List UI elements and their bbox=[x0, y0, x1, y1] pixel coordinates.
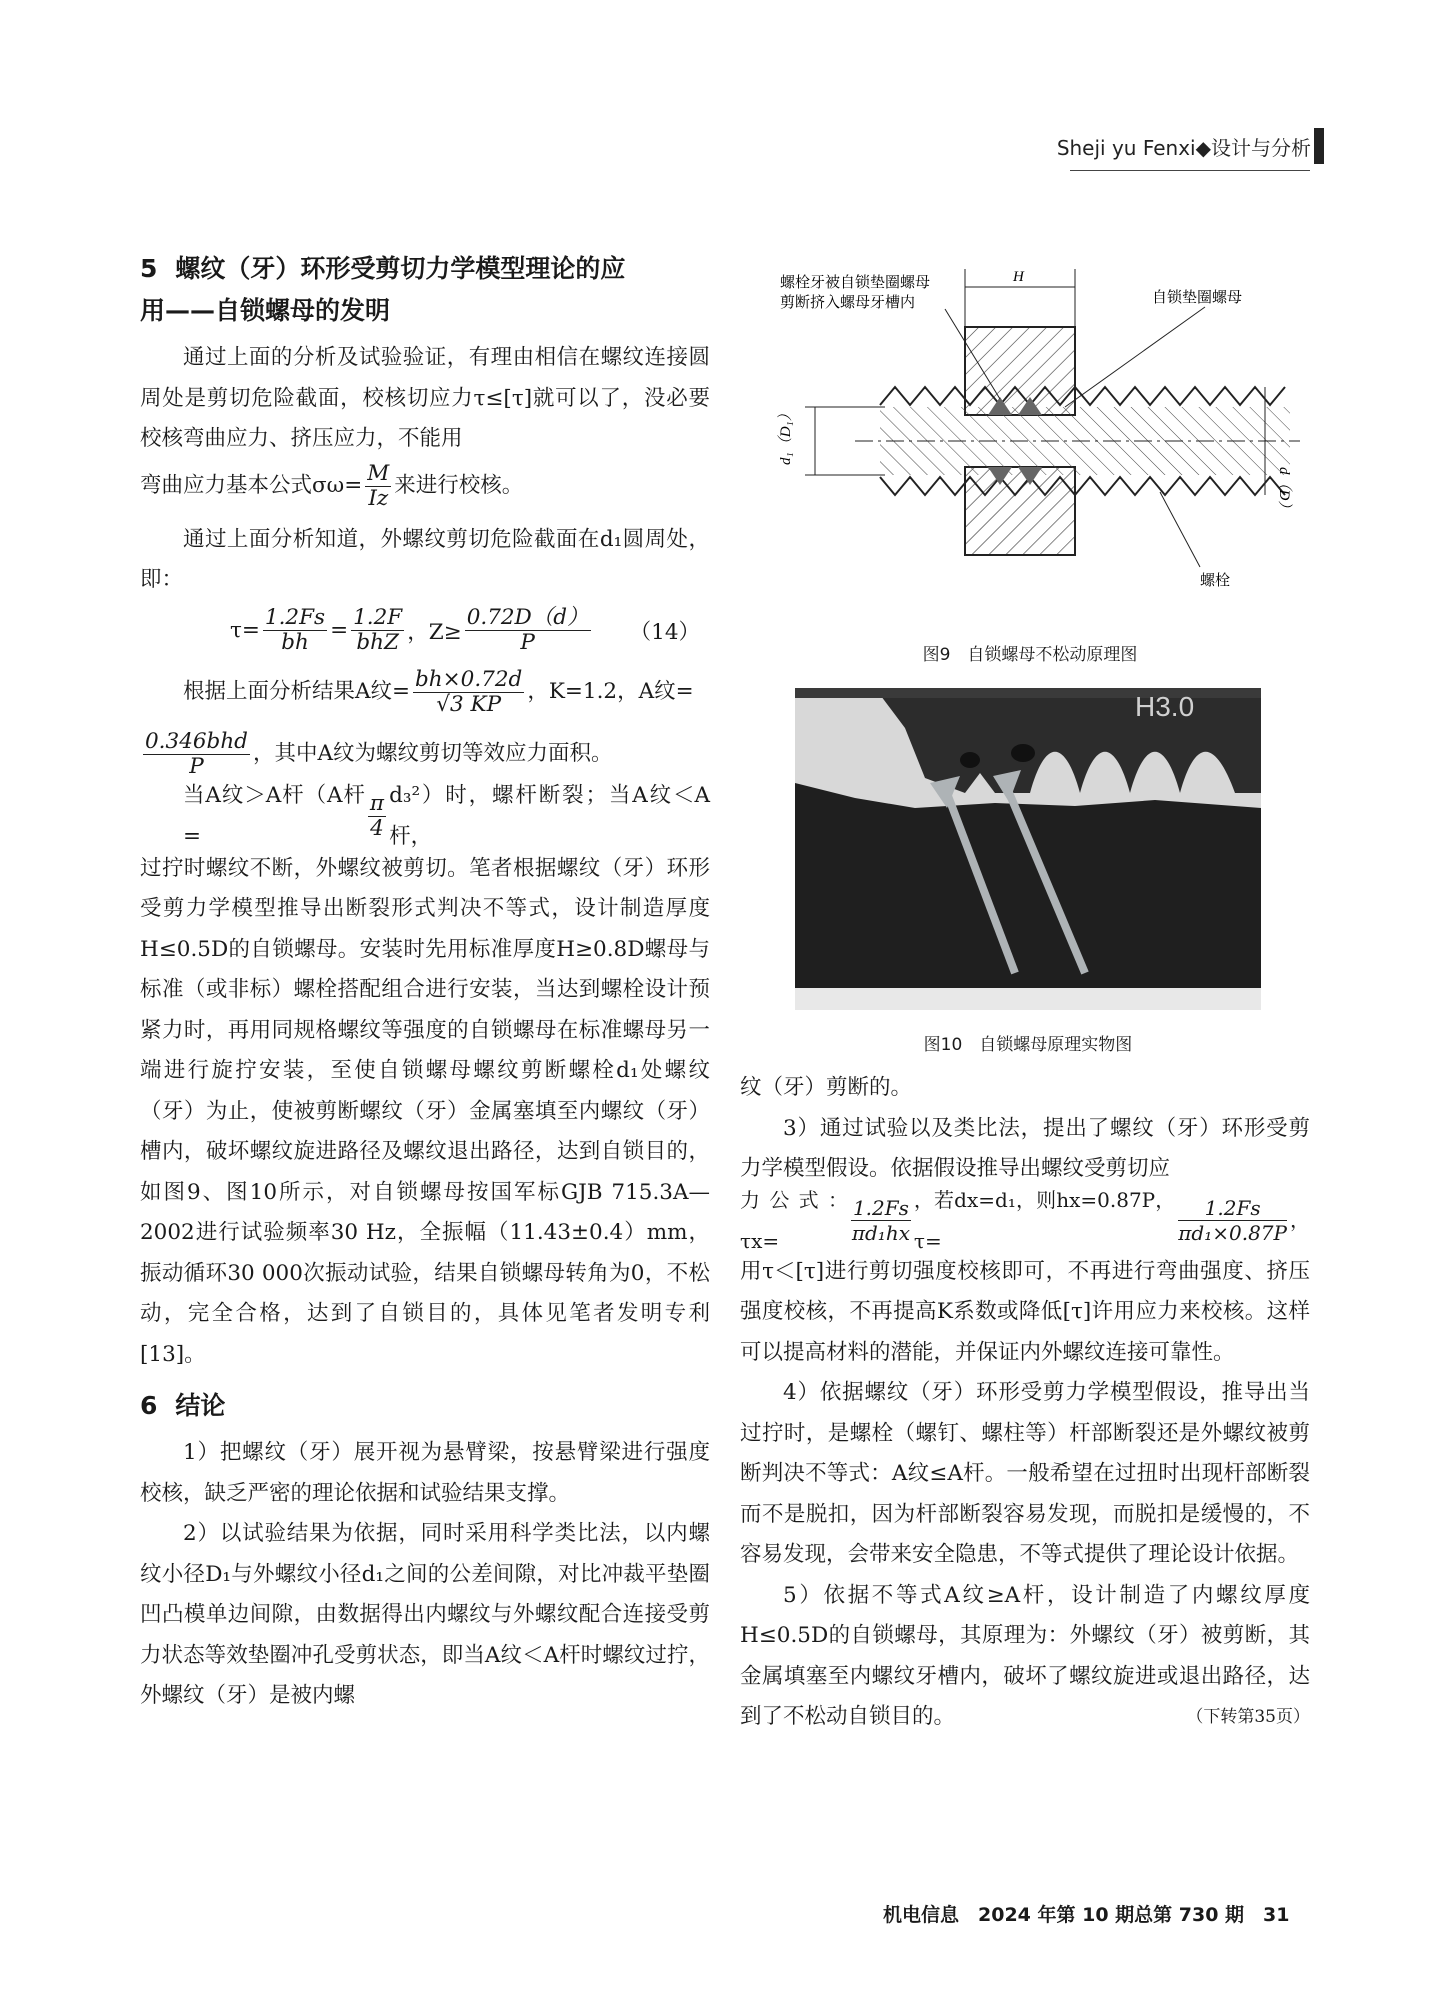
denominator: √3 KP bbox=[436, 692, 502, 717]
numerator: bh×0.72d bbox=[415, 667, 523, 692]
text: ，其中A纹为螺纹剪切等效应力面积。 bbox=[252, 741, 613, 767]
denominator: P bbox=[189, 754, 204, 779]
eq-frac-1 bbox=[263, 606, 327, 655]
text: 当A纹＞A杆（A杆= bbox=[183, 783, 365, 849]
denominator: πd₁×0.87P bbox=[1178, 1221, 1287, 1245]
label-d: d（D） bbox=[1276, 467, 1292, 516]
text: ， bbox=[1290, 1208, 1310, 1233]
running-header: Sheji yu Fenxi◆设计与分析 bbox=[1056, 136, 1311, 160]
continued-note: （下转第35页） bbox=[1186, 1707, 1310, 1727]
eq-lhs: τ= bbox=[230, 618, 260, 643]
left-column bbox=[140, 248, 710, 1717]
frac-0346 bbox=[143, 730, 250, 779]
section-title: 结论 bbox=[175, 1391, 226, 1420]
conclusion-3-formula bbox=[740, 1190, 1310, 1252]
frac-pi-4 bbox=[368, 792, 386, 841]
text: 来进行校核。 bbox=[394, 473, 524, 499]
frac-tau-x bbox=[851, 1196, 911, 1245]
eq-frac-2 bbox=[351, 606, 404, 655]
label-bolt: 螺栓 bbox=[1200, 573, 1231, 589]
figure-10-caption: 图10 自锁螺母原理实物图 bbox=[923, 1035, 1133, 1055]
equation-14 bbox=[140, 601, 710, 661]
header-rule bbox=[1070, 170, 1310, 171]
steel-body bbox=[795, 783, 1261, 988]
numerator: 1.2Fs bbox=[264, 605, 326, 630]
page-footer: 机电信息 2024 年第 10 期总第 730 期 31 bbox=[883, 1904, 1290, 1926]
label-left-1: 螺栓牙被自锁垫圈螺母 bbox=[780, 275, 931, 291]
figure-10-photo bbox=[795, 688, 1261, 1010]
nut-schematic-svg bbox=[760, 257, 1300, 619]
section-6-heading bbox=[140, 1385, 710, 1427]
conclusion-3: 3）通过试验以及类比法，提出了螺纹（牙）环形受剪力学模型假设。依据假设推导出螺纹受剪切应 bbox=[740, 1115, 1310, 1181]
numerator: 1.2Fs bbox=[1178, 1196, 1287, 1221]
frac-tau bbox=[1178, 1196, 1287, 1245]
equation-number: （14） bbox=[629, 620, 700, 645]
header-bar bbox=[1314, 128, 1324, 164]
denominator: bh bbox=[281, 630, 309, 655]
text: 弯曲应力基本公式σω= bbox=[140, 473, 363, 499]
numerator: 1.2F bbox=[353, 605, 403, 630]
paragraph-check-shear: 通过上面的分析及试验验证，有理由相信在螺纹连接圆周处是剪切危险截面，校核切应力τ≤[τ]就可以了，没必要校核弯曲应力、挤压应力，不能用 bbox=[140, 345, 710, 451]
paragraph-area-formula bbox=[140, 661, 710, 725]
paragraph-bending-formula bbox=[140, 460, 710, 514]
numerator: 0.72D（d） bbox=[466, 605, 589, 630]
text: 5）依据不等式A纹≥A杆，设计制造了内螺纹厚度H≤0.5D的自锁螺母，其原理为：外螺纹（牙）被剪断，其金属填塞至内螺纹牙槽内，破坏了螺纹旋进或退出路径，达到了不松动自锁目的。 bbox=[740, 1582, 1310, 1729]
frac-area bbox=[413, 668, 524, 717]
shear-spot bbox=[1011, 744, 1035, 762]
continued-text: 纹（牙）剪断的。 bbox=[740, 1075, 913, 1100]
denominator: πd₁hx bbox=[851, 1221, 910, 1245]
paragraph-self-locking-nut: 过拧时螺纹不断，外螺纹被剪切。笔者根据螺纹（牙）环形受剪力学模型推导出断裂形式判决不等式，设计制造厚度H≤0.5D的自锁螺母。安装时先用标准厚度H≥0.8D螺母与标准（或非标）螺栓搭配组合进行安装，当达到螺栓设计预紧力时，再用同规格螺纹等强度的自锁螺母在标准螺母另一端进行旋拧安装，至使自锁螺母螺纹剪断螺栓d₁处螺纹（牙）为止，使被剪断螺纹（牙）金属塞填至内螺纹（牙）槽内，破坏螺纹旋进路径及螺纹退出路径，达到自锁目的，如图9、图10所示，对自锁螺母按国军标GJB 715.3A—2002进行试验频率30 Hz，全振幅（11.43±0.4）mm，振动循环30 000次振动试验，结果自锁螺母转角为0，不松动，完全合格，达到了自锁目的，具体见笔者发明专利[13]。 bbox=[140, 855, 710, 1367]
figure-9-diagram bbox=[760, 257, 1300, 619]
section-number: 6 bbox=[140, 1391, 158, 1420]
denominator: Iz bbox=[368, 486, 389, 511]
conclusion-1: 1）把螺纹（牙）展开视为悬臂梁，按悬臂梁进行强度校核，缺乏严密的理论依据和试验结果支撑。 bbox=[140, 1440, 710, 1506]
section-title-line1: 螺纹（牙）环形受剪切力学模型理论的应 bbox=[175, 254, 626, 283]
conclusion-5 bbox=[740, 1576, 1310, 1738]
label-h: H bbox=[1013, 269, 1024, 285]
text: 根据上面分析结果A纹= bbox=[183, 679, 411, 705]
numerator: M bbox=[367, 461, 390, 486]
fraction-m-iz bbox=[365, 462, 391, 511]
label-left-2: 剪断挤入螺母牙槽内 bbox=[780, 295, 916, 311]
label-right: 自锁垫圈螺母 bbox=[1152, 290, 1243, 306]
text: 力公式：τx= bbox=[740, 1188, 848, 1253]
shear-spot bbox=[960, 752, 980, 768]
denominator: P bbox=[520, 630, 535, 655]
denominator: bhZ bbox=[356, 630, 399, 655]
paragraph-compare bbox=[140, 785, 710, 849]
leader-line bbox=[1065, 307, 1205, 407]
paragraph-danger-section: 通过上面分析知道，外螺纹剪切危险截面在d₁圆周处，即： bbox=[140, 526, 710, 592]
text: d₃²）时，螺杆断裂；当A纹＜A杆， bbox=[389, 783, 710, 849]
conclusion-2: 2）以试验结果为依据，同时采用科学类比法，以内螺纹小径D₁与外螺纹小径d₁之间的公差间隙，对比冲裁平垫圈凹凸模单边间隙，由数据得出内螺纹与外螺纹配合连接受剪力状态等效垫圈冲孔受剪状态，即当A纹＜A杆时螺纹过拧，外螺纹（牙）是被内螺 bbox=[140, 1521, 710, 1708]
conclusion-4: 4）依据螺纹（牙）环形受剪力学模型假设，推导出当过拧时，是螺栓（螺钉、螺柱等）杆部断裂还是外螺纹被剪断判决不等式：A纹≤A杆。一般希望在过扭时出现杆部断裂而不是脱扣，因为杆部断裂容易发现，而脱扣是缓慢的，不容易发现，会带来安全隐患，不等式提供了理论设计依据。 bbox=[740, 1380, 1310, 1567]
eq-mid: ，Z≥ bbox=[407, 620, 462, 645]
photo-label: H3.0 bbox=[1135, 691, 1195, 722]
label-d1: d₁（D₁） bbox=[778, 406, 794, 465]
conclusion-3-cont: 用τ＜[τ]进行剪切强度校核即可，不再进行弯曲强度、挤压强度校核，不再提高K系数或降低[τ]许用应力来校核。这样可以提高材料的潜能，并保证内外螺纹连接可靠性。 bbox=[740, 1258, 1310, 1365]
bottom-thread bbox=[880, 477, 1285, 495]
top-thread bbox=[880, 387, 1285, 405]
section-5-heading bbox=[140, 248, 710, 332]
right-column bbox=[740, 1068, 1310, 1738]
numerator: 1.2Fs bbox=[852, 1196, 909, 1220]
section-title-line2: 用——自锁螺母的发明 bbox=[140, 296, 391, 325]
figure-9-caption: 图9 自锁螺母不松动原理图 bbox=[922, 645, 1138, 665]
text: ，若dx=d₁，则hx=0.87P，τ= bbox=[913, 1188, 1176, 1253]
eq-sign: = bbox=[330, 618, 349, 643]
leader-line bbox=[1160, 492, 1200, 567]
numerator: 0.346bhd bbox=[145, 729, 248, 754]
photo-svg bbox=[795, 688, 1261, 1010]
text: ，K=1.2，A纹= bbox=[527, 679, 694, 705]
eq-frac-3 bbox=[465, 606, 591, 655]
numerator: π bbox=[369, 791, 385, 816]
section-number: 5 bbox=[140, 254, 158, 283]
denominator: 4 bbox=[370, 816, 384, 841]
